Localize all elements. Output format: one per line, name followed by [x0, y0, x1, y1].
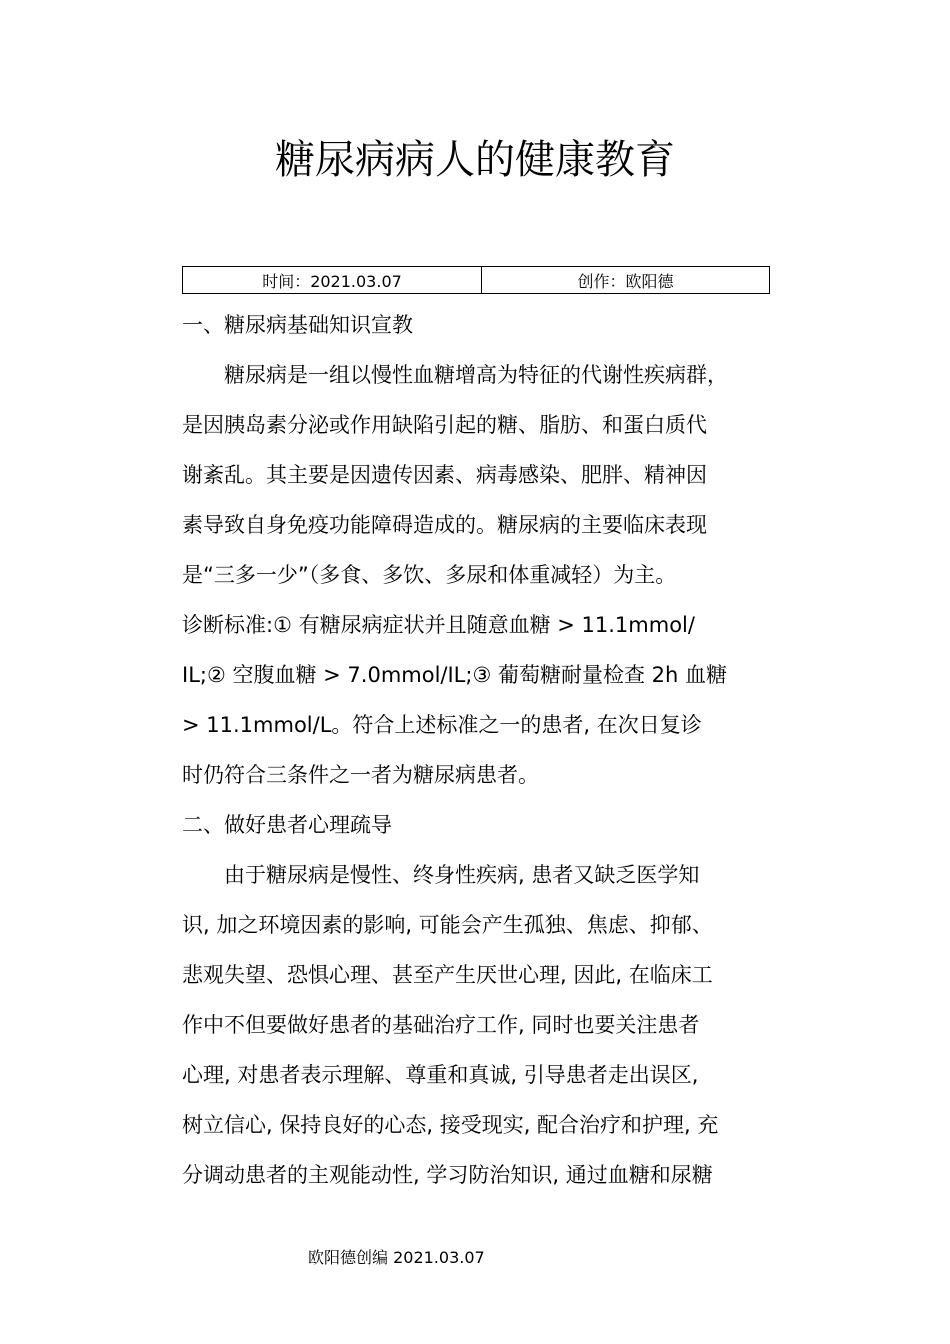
paragraph-line: 是“三多一少”（多食、多饮、多尿和体重减轻）为主。 [182, 563, 677, 587]
section-heading-1: 一、糖尿病基础知识宣教 [182, 313, 413, 337]
paragraph-line: IL;② 空腹血糖 > 7.0mmol/IL;③ 葡萄糖耐量检查 2h 血糖 [182, 663, 727, 687]
document-body [182, 300, 772, 1200]
meta-table [182, 266, 770, 294]
paragraph-line: 心理, 对患者表示理解、尊重和真诚, 引导患者走出误区, [182, 1063, 699, 1087]
paragraph-line: 识, 加之环境因素的影响, 可能会产生孤独、焦虑、抑郁、 [182, 913, 713, 937]
meta-author: 创作：欧阳德 [482, 267, 770, 294]
paragraph-line: 由于糖尿病是慢性、终身性疾病, 患者又缺乏医学知 [182, 863, 700, 887]
section-paragraph-2 [182, 850, 772, 1200]
paragraph-line: 悲观失望、恐惧心理、甚至产生厌世心理, 因此, 在临床工 [182, 963, 713, 987]
paragraph-line: 作中不但要做好患者的基础治疗工作, 同时也要关注患者 [182, 1013, 700, 1037]
page-footer: 欧阳德创编 2021.03.07 [308, 1248, 485, 1267]
section-heading-2: 二、做好患者心理疏导 [182, 813, 392, 837]
paragraph-line: 糖尿病是一组以慢性血糖增高为特征的代谢性疾病群， [182, 363, 728, 387]
meta-row [183, 267, 770, 294]
document-title: 糖尿病病人的健康教育 [275, 137, 675, 183]
paragraph-line: > 11.1mmol/L。符合上述标准之一的患者, 在次日复诊 [182, 713, 702, 737]
paragraph-line: 是因胰岛素分泌或作用缺陷引起的糖、脂肪、和蛋白质代 [182, 413, 707, 437]
paragraph-line: 时仍符合三条件之一者为糖尿病患者。 [182, 763, 539, 787]
paragraph-line: 分调动患者的主观能动性, 学习防治知识, 通过血糖和尿糖 [182, 1163, 713, 1187]
paragraph-line: 诊断标准:① 有糖尿病症状并且随意血糖 > 11.1mmol/ [182, 613, 695, 637]
paragraph-line: 谢紊乱。其主要是因遗传因素、病毒感染、肥胖、精神因 [182, 463, 707, 487]
meta-time: 时间：2021.03.07 [183, 267, 482, 294]
paragraph-line: 素导致自身免疫功能障碍造成的。糖尿病的主要临床表现 [182, 513, 707, 537]
paragraph-line: 树立信心, 保持良好的心态, 接受现实, 配合治疗和护理, 充 [182, 1113, 719, 1137]
section-paragraph-1 [182, 350, 772, 800]
